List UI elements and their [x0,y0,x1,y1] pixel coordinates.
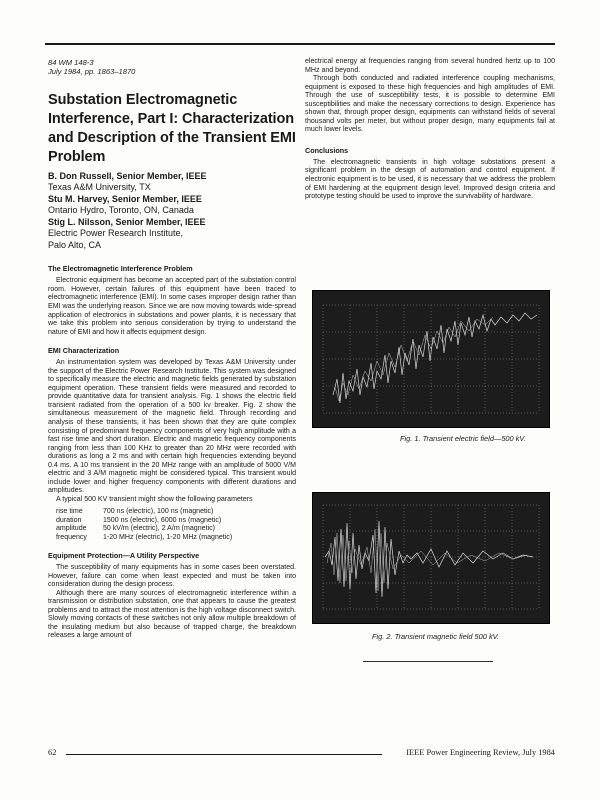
paragraph: The susceptibility of many equipments has in some cases been overstated. However, failure can come when least expected and must be taken into consideration during the design process. [48,564,296,589]
paragraph: An instrumentation system was developed by Texas A&M University under the support of the Electric Power Research Institute. This system was designed to specifically measure the electric and magnetic fields generated by substation equipment operation. These transient fields were measured and recorded to provide quantitative data for transient analysis. Fig. 1 shows the electric field transient radiated from the operation of a 500 kv breaker. Fig. 2 show the simultaneous measurement of the magnetic field. Through recording and analysis of these transients, it has been shown that they are quite complex consisting of predominant frequency components of very high amplitude with a fast rise time and short duration. Electric and magnetic frequency components ranging from less than 100 KHz to greater than 20 MHz were recorded with durations as long a 2 ms and with certain high frequencies extending beyond 0.4 ms. A 10 ms transient in the 20 MHz range with an amplitude of 5000 V/M electric and 3 A/M magnetic might be considered typical. This transient would include lower and higher frequency components with different durations and amplitudes. [48,359,296,495]
table-row [56,517,248,525]
author-3-affiliation-line1: Electric Power Research Institute, [48,228,184,239]
author-2-name: Stu M. Harvey, Senior Member, IEEE [48,193,202,204]
author-2-affiliation: Ontario Hydro, Toronto, ON, Canada [48,205,194,216]
paper-citation: July 1984, pp. 1863–1870 [48,67,136,77]
transient-parameters-table [56,508,248,542]
figure-1-caption: Fig. 1. Transient electric field—500 kV. [400,434,526,443]
table-row [56,525,248,533]
figure-1-trace-plot [313,291,549,427]
magnetic-field-trace-secondary [327,529,527,591]
param-label: amplitude [56,525,87,533]
param-label: rise time [56,508,83,516]
journal-name: IEEE Power Engineering Review, July 1984 [406,748,555,757]
figure-2-trace-plot [313,493,549,623]
oscilloscope-grid [323,305,539,413]
paper-reference [48,58,296,77]
section-heading-emi-problem: The Electromagnetic Interference Problem [48,264,193,274]
column-end-rule [363,661,493,662]
page-footer [48,748,555,760]
right-column [305,58,555,202]
paragraph: electrical energy at frequencies ranging from several hundred hertz up to 100 MHz and beyond. [305,58,555,74]
article-title: Substation Electromagnetic Interference, Part I: Characterization and Description of the Transient EMI Problem [48,91,296,165]
paragraph: Electronic equipment has become an accepted part of the substation control room. However, certain failures of this equipment have been traced to electromagnetic interference (EMI). In some cases improper design rather than EMI was the underlying reason. Since we are now moving towards wide-spread application of electronics in substations and power plants, it is necessary that we take this problem into serious consideration by trying to understand the nature of EMI and how it affects equipment design. [48,277,296,336]
param-label: duration [56,516,82,524]
param-value: 1-20 MHz (electric), 1-20 MHz (magnetic) [102,533,233,541]
magnetic-field-trace [325,521,533,597]
author-3-affiliation-line2: Palo Alto, CA [48,239,102,250]
top-rule [45,43,555,45]
table-row [56,508,248,516]
figure-1-oscilloscope [312,290,550,428]
param-value: 1500 ns (electric), 6000 ns (magnetic) [102,516,222,524]
table-row [56,534,248,542]
paragraph: Through both conducted and radiated interference coupling mechanisms, equipment is exposed to these high frequencies and high amplitudes of EMI. Through the use of susceptibility tests, it is possible to determine EMI susceptibilities and make the necessary corrections to design. Experience has shown that, through proper design, equipments can withstand fields of several thousand volts per meter, but without proper design, many equipments fail at much lower levels. [305,75,555,134]
paper-number: 84 WM 148-3 [48,58,94,67]
paragraph: Although there are many sources of electromagnetic interference within a transmission or distribution substation, one that appears to cause the greatest problems and to attract the most attention is the high voltage disconnect switch. Slowly moving contacts of these switches not only allow multiple breakdown of the insulating medium but also because of trapped charge, the breakdown releases a large amount of [48,589,296,640]
electric-field-trace [333,313,537,403]
author-list [48,171,296,252]
oscilloscope-grid [323,505,539,609]
param-value: 50 kV/m (electric), 2 A/m (magnetic) [102,525,215,533]
section-heading-emi-characterization: EMI Characterization [48,346,120,356]
left-column [48,58,296,641]
section-heading-conclusions: Conclusions [305,145,349,155]
page-number: 62 [48,748,57,757]
param-label: frequency [56,533,87,541]
footer-rule [66,754,382,755]
figure-2-caption: Fig. 2. Transient magnetic field 500 kV. [372,632,500,641]
figure-2-oscilloscope [312,492,550,624]
section-heading-equipment-protection: Equipment Protection—A Utility Perspective [48,551,200,561]
author-3-name: Stig L. Nilsson, Senior Member, IEEE [48,216,206,227]
paragraph: A typical 500 KV transient might show the following parameters [56,495,253,503]
author-1-name: B. Don Russell, Senior Member, IEEE [48,170,207,181]
param-value: 700 ns (electric), 100 ns (magnetic) [102,508,214,516]
paragraph: The electromagnetic transients in high voltage substations present a significant problem in the design of automation and control equipment. If electronic equipment is to be used, it is necessary that we address the problem of EMI hardening at the equipment design level. Improved design criteria and prototype testing should be used to improve the survivability of hardware. [305,158,555,201]
author-1-affiliation: Texas A&M University, TX [48,182,151,193]
